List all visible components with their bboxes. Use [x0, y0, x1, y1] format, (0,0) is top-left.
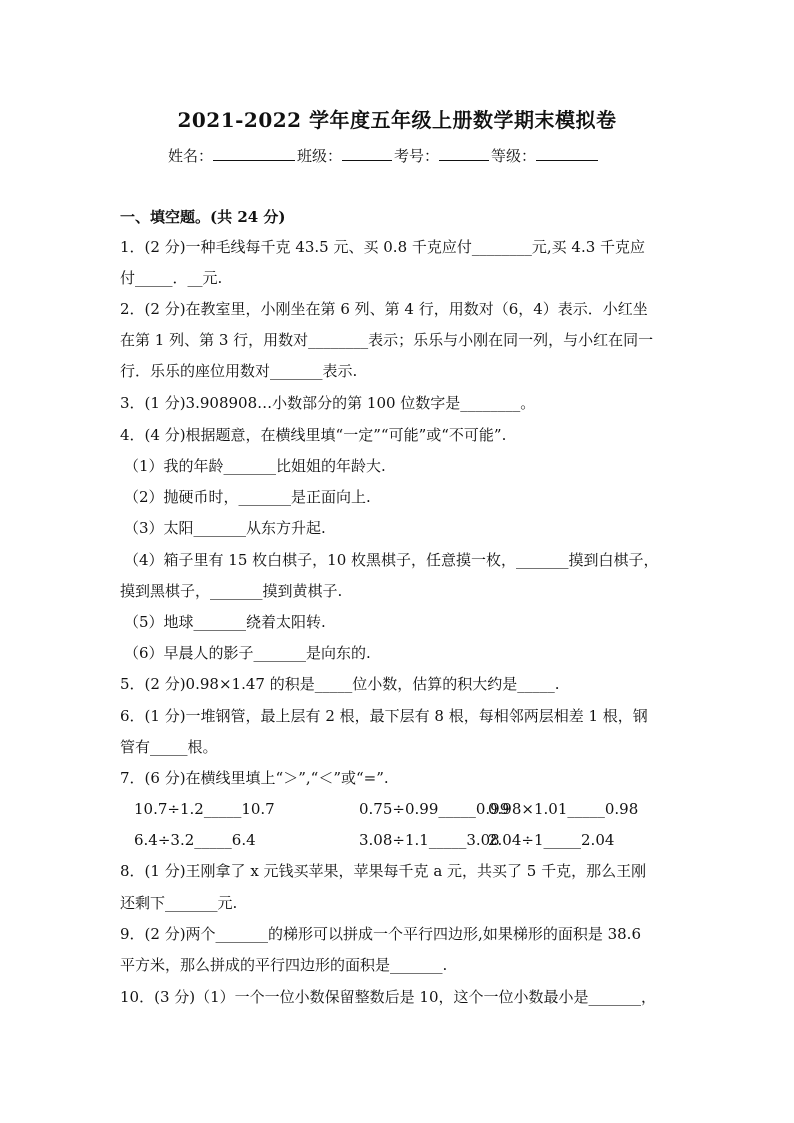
question-line: 付_____．__元.: [120, 269, 223, 287]
student-info-row: [168, 145, 600, 166]
question-line: （5）地球_______绕着太阳转.: [124, 613, 326, 631]
question-line: （6）早晨人的影子_______是向东的.: [124, 644, 371, 662]
exam-no-blank[interactable]: [439, 146, 489, 161]
question-line: 7．(6 分)在横线里填上“＞”,“＜”或“=”.: [120, 769, 389, 787]
question-line: 4．(4 分)根据题意，在横线里填“一定”“可能”或“不可能”.: [120, 426, 507, 444]
section-heading: 一、填空题。(共 24 分): [120, 208, 286, 226]
question-line: （2）抛硬币时，_______是正面向上.: [124, 488, 371, 506]
compare-row: [134, 799, 639, 819]
compare-row: [134, 830, 615, 850]
compare-item: 3.08÷1.1_____3.08: [359, 831, 500, 849]
question-line: 8．(1 分)王刚拿了 x 元钱买苹果，苹果每千克 a 元，共买了 5 千克，那么王刚: [120, 862, 647, 880]
grade-blank[interactable]: [536, 146, 598, 161]
question-line: 9．(2 分)两个_______的梯形可以拼成一个平行四边形,如果梯形的面积是 38.6: [120, 925, 641, 943]
grade-label: 等级：: [491, 147, 537, 165]
compare-item: 6.4÷3.2_____6.4: [134, 831, 256, 849]
compare-item: 10.7÷1.2_____10.7: [134, 800, 275, 818]
question-line: （3）太阳_______从东方升起.: [124, 519, 326, 537]
name-label: 姓名：: [168, 147, 214, 165]
class-blank[interactable]: [342, 146, 392, 161]
question-line: 5．(2 分)0.98×1.47 的积是_____位小数，估算的积大约是_____.: [120, 675, 560, 693]
question-line: （1）我的年龄_______比姐姐的年龄大.: [124, 457, 386, 475]
question-line: 10．(3 分)（1）一个一位小数保留整数后是 10，这个一位小数最小是_______，: [120, 988, 657, 1006]
question-line: 在第 1 列、第 3 行，用数对________表示；乐乐与小刚在同一列，与小红在同一: [120, 331, 654, 349]
question-line: 摸到黑棋子，_______摸到黄棋子.: [120, 582, 343, 600]
compare-item: 0.98×1.01_____0.98: [488, 800, 639, 818]
name-blank[interactable]: [213, 146, 295, 161]
question-line: 行．乐乐的座位用数对_______表示.: [120, 362, 358, 380]
class-label: 班级：: [297, 147, 343, 165]
compare-item: 0.75÷0.99_____0.99: [359, 800, 510, 818]
question-line: 1．(2 分)一种毛线每千克 43.5 元、买 0.8 千克应付________元,买 4.3 千克应: [120, 238, 646, 256]
exam-no-label: 考号：: [394, 147, 440, 165]
question-line: 平方米，那么拼成的平行四边形的面积是_______.: [120, 956, 448, 974]
question-line: 还剩下_______元.: [120, 894, 238, 912]
question-line: 2．(2 分)在教室里，小刚坐在第 6 列、第 4 行，用数对（6，4）表示．小红坐: [120, 300, 648, 318]
question-line: 3．(1 分)3.908908…小数部分的第 100 位数字是________。: [120, 394, 536, 412]
question-line: 管有_____根。: [120, 738, 218, 756]
exam-title: 2021-2022 学年度五年级上册数学期末模拟卷: [177, 108, 617, 132]
question-line: （4）箱子里有 15 枚白棋子，10 枚黑棋子，任意摸一枚，_______摸到白棋子，: [124, 551, 659, 569]
question-line: 6．(1 分)一堆钢管，最上层有 2 根，最下层有 8 根，每相邻两层相差 1 根，钢: [120, 707, 648, 725]
compare-item: 2.04÷1_____2.04: [488, 831, 615, 849]
